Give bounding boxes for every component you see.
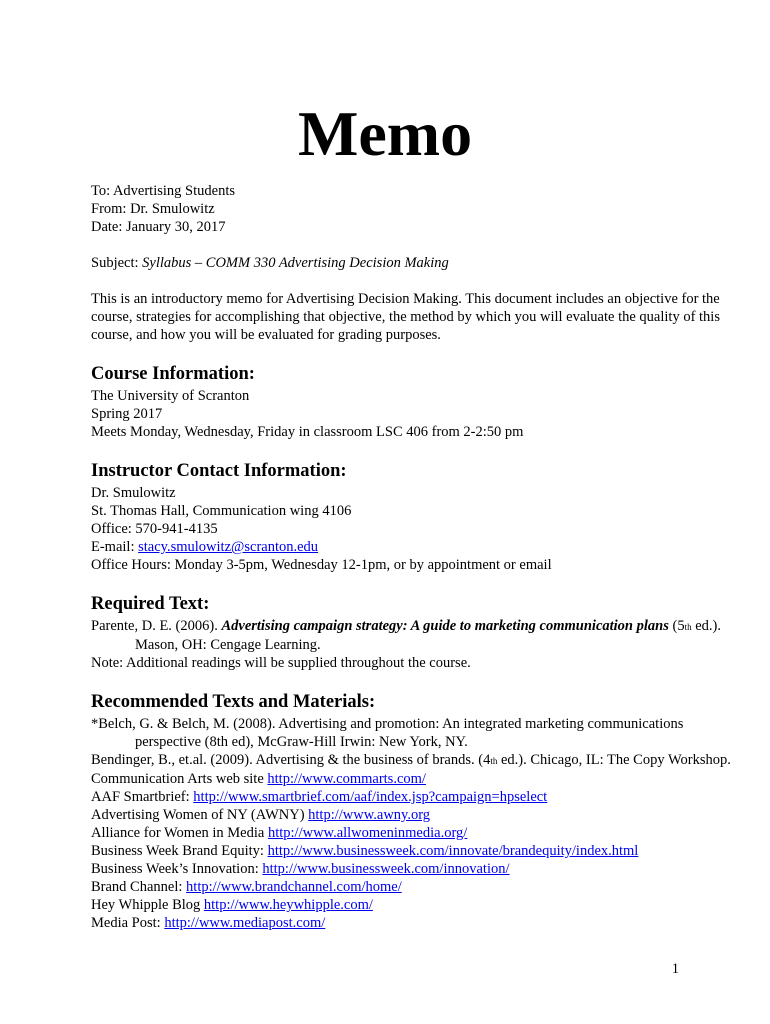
bendinger-suffix: ed.). Chicago, IL: The Copy Workshop.: [500, 752, 731, 768]
course-info-section: [91, 361, 731, 441]
course-info-line: Spring 2017: [91, 406, 163, 422]
from-line: From: Dr. Smulowitz: [91, 201, 215, 217]
date-line: Date: January 30, 2017: [91, 219, 226, 235]
resource-label: Hey Whipple Blog: [91, 897, 201, 913]
subject-label: Subject:: [91, 255, 139, 271]
resource-link[interactable]: http://www.businessweek.com/innovate/brandequity/index.html: [267, 843, 639, 859]
email-link[interactable]: stacy.smulowitz@scranton.edu: [138, 539, 319, 555]
resource-link[interactable]: http://www.smartbrief.com/aaf/index.jsp?campaign=hpselect: [193, 789, 548, 805]
subject-line: [91, 254, 731, 272]
instructor-section: [91, 458, 731, 574]
resource-link[interactable]: http://www.awny.org: [308, 807, 431, 823]
email-label: E-mail:: [91, 539, 135, 555]
required-text-section: [91, 591, 731, 672]
instructor-email-line: [91, 538, 731, 556]
resource-link[interactable]: http://www.commarts.com/: [267, 771, 426, 787]
resource-label: Communication Arts web site: [91, 771, 264, 787]
resource-link[interactable]: http://www.mediapost.com/: [164, 915, 326, 931]
resource-line: [91, 806, 731, 824]
required-text-heading: Required Text:: [91, 594, 210, 614]
resource-link[interactable]: http://www.brandchannel.com/home/: [186, 879, 402, 895]
bendinger-citation: [91, 751, 731, 770]
resource-line: [91, 788, 731, 806]
citation-edition: (5: [672, 618, 685, 634]
resource-label: AAF Smartbrief:: [91, 789, 190, 805]
instructor-office: Office: 570-941-4135: [91, 521, 218, 537]
instructor-name: Dr. Smulowitz: [91, 485, 176, 501]
resource-label: Media Post:: [91, 915, 161, 931]
resource-label: Business Week Brand Equity:: [91, 843, 264, 859]
resource-line: [91, 878, 731, 896]
bendinger-edition-suffix: th: [490, 756, 498, 766]
resource-line: [91, 896, 731, 914]
bendinger-prefix: Bendinger, B., et.al. (2009). Advertising & the business of brands. (4: [91, 752, 491, 768]
resource-label: Alliance for Women in Media: [91, 825, 265, 841]
resource-link[interactable]: http://www.allwomeninmedia.org/: [267, 825, 468, 841]
required-text-citation: [91, 617, 731, 654]
resource-label: Advertising Women of NY (AWNY): [91, 807, 305, 823]
course-info-line: Meets Monday, Wednesday, Friday in classroom LSC 406 from 2-2:50 pm: [91, 424, 524, 440]
resource-line: [91, 860, 731, 878]
citation-edition-suffix: th: [684, 622, 692, 632]
instructor-hours: Office Hours: Monday 3-5pm, Wednesday 12-1pm, or by appointment or email: [91, 557, 552, 573]
recommended-heading: Recommended Texts and Materials:: [91, 692, 376, 712]
resource-link[interactable]: http://www.heywhipple.com/: [203, 897, 373, 913]
intro-paragraph: This is an introductory memo for Advertising Decision Making. This document includes an objective for the course, strategies for accomplishing that objective, the method by which you will evaluate the quality of this course, and how you will be evaluated for grading purposes.: [91, 291, 720, 343]
to-line: To: Advertising Students: [91, 183, 235, 199]
recommended-section: [91, 689, 731, 932]
citation-prefix: Parente, D. E. (2006).: [91, 618, 218, 634]
page-number: 1: [671, 961, 679, 977]
course-info-line: The University of Scranton: [91, 388, 250, 404]
resource-line: [91, 770, 731, 788]
belch-citation: *Belch, G. & Belch, M. (2008). Advertising and promotion: An integrated marketing communications perspective (8th ed), McGraw-Hill Irwin: New York, NY.: [91, 716, 684, 750]
resource-label: Brand Channel:: [91, 879, 183, 895]
resource-label: Business Week’s Innovation:: [91, 861, 259, 877]
memo-title: Memo: [297, 98, 473, 169]
resource-line: [91, 842, 731, 860]
resource-line: [91, 914, 731, 932]
resource-line: [91, 824, 731, 842]
course-info-heading: Course Information:: [91, 364, 255, 384]
required-text-note: Note: Additional readings will be supplied throughout the course.: [91, 655, 471, 671]
instructor-heading: Instructor Contact Information:: [91, 461, 347, 481]
citation-suffix: ed.). Mason, OH: Cengage Learning.: [135, 618, 721, 653]
citation-title: Advertising campaign strategy: A guide to marketing communication plans: [221, 618, 669, 634]
memo-content: [91, 182, 731, 932]
subject-text: Syllabus – COMM 330 Advertising Decision Making: [142, 255, 449, 271]
instructor-address: St. Thomas Hall, Communication wing 4106: [91, 503, 352, 519]
resource-link[interactable]: http://www.businessweek.com/innovation/: [262, 861, 510, 877]
